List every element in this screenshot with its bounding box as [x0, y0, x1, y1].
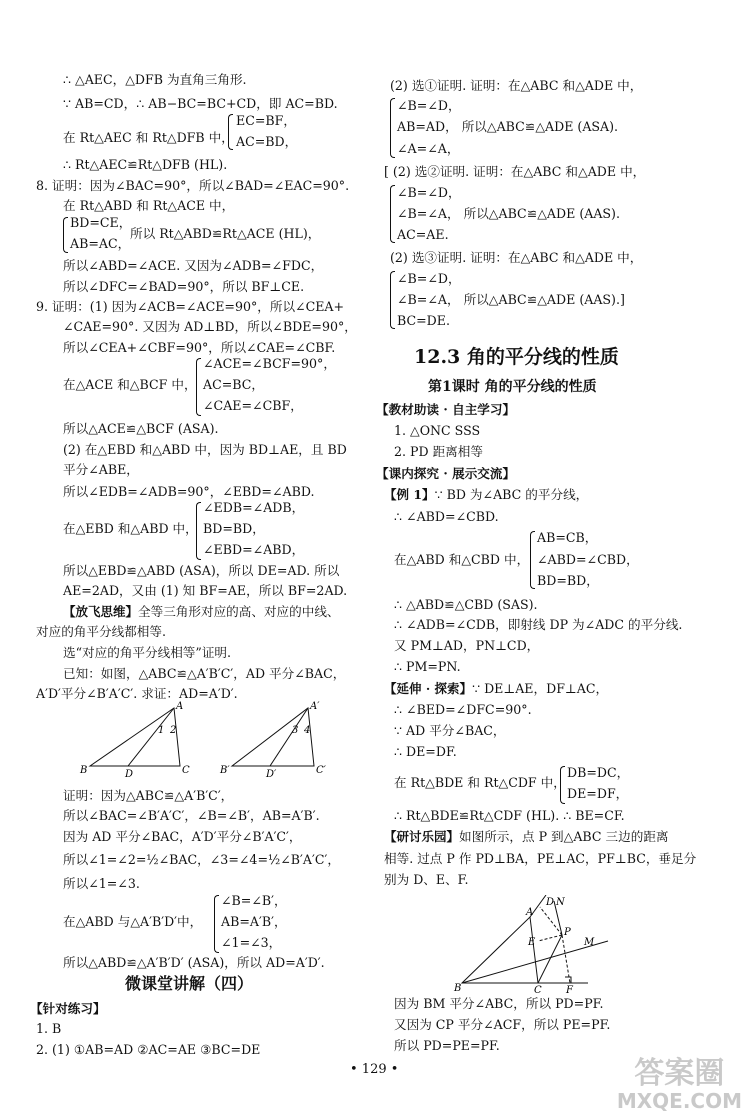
svg-text:M: M [584, 937, 595, 948]
text-line: 相等. 过点 P 作 PD⊥BA，PE⊥AC，PF⊥BC，垂足分 [384, 851, 697, 866]
text-line: A′D′平分∠B′A′C′. 求证：AD=A′D′. [36, 686, 238, 701]
text-line: 在△ABD 与△A′B′D′中， [63, 914, 203, 929]
text-line: 所以∠BAC=∠B′A′C′，∠B=∠B′，AB=A′B′. [63, 808, 320, 823]
text-line: 证明：因为△ABC≌△A′B′C′， [63, 788, 234, 803]
text-line: ∠ACE=∠BCF=90°， [203, 356, 336, 371]
text-line: 1. △ONC SSS [394, 423, 481, 438]
section-tag: 【研讨乐园】 [384, 829, 460, 844]
text-line: BD=CE， [70, 215, 132, 230]
text-line: 所以△ABD≌△A′B′D′ (ASA)，所以 AD=A′D′. [63, 955, 325, 970]
text-line: ∵ AB=CD，∴ AB−BC=BC+CD，即 AC=BD. [63, 96, 338, 111]
svg-text:C: C [182, 765, 190, 776]
text-line: 因为 BM 平分∠ABC，所以 PD=PF. [394, 996, 604, 1011]
text-line: 所以∠EDB=∠ADB=90°，∠EBD=∠ABD. [63, 484, 315, 499]
triangle-figures [70, 700, 370, 780]
svg-text:B: B [454, 983, 462, 994]
text-line: AC=BD， [236, 134, 298, 149]
text-line: ∠A=∠A， [397, 141, 460, 156]
text-line: ∠B=∠A， 所以△ABC≌△ADE (AAS). [397, 206, 620, 221]
section-heading: 微课堂讲解（四） [125, 974, 254, 993]
text-line: ∴ △ABD≌△CBD (SAS). [394, 597, 538, 612]
text-line: 别为 D、E、F. [384, 872, 469, 887]
text-line: AB=A′B′， [221, 914, 287, 929]
brace [63, 217, 68, 253]
text-line: ∠B=∠A， 所以△ABC≌△ADE (AAS).] [397, 292, 625, 307]
section-tag: 【针对练习】 [30, 1001, 106, 1016]
text-line: 2. (1) ①AB=AD ②AC=AE ③BC=DE [36, 1042, 261, 1057]
bisector-figure [450, 895, 650, 995]
text-line: 在△EBD 和△ABD 中， [63, 521, 198, 536]
text-line: 所以 PD=PE=PF. [394, 1038, 500, 1053]
text-line: 又 PM⊥AD，PN⊥CD， [394, 638, 540, 653]
text-line: 已知：如图，△ABC≌△A′B′C′，AD 平分∠BAC， [63, 666, 346, 681]
text-line: DE=DF， [567, 786, 629, 801]
text-line: ∴ ∠ABD=∠CBD. [394, 509, 499, 524]
text-line: ∠1=∠3， [221, 935, 282, 950]
svg-text:E: E [528, 937, 536, 948]
brace [214, 895, 219, 953]
text-line: ∠CAE=∠CBF， [203, 398, 303, 413]
text-line: 所以∠1=∠3. [63, 876, 140, 891]
text-line: 如图所示，点 P 到△ABC 三边的距离 [459, 829, 669, 844]
text-line: AC=AE. [397, 227, 449, 242]
section-tag: 【教材助读 · 自主学习】 [376, 402, 516, 417]
svg-text:B: B [80, 765, 88, 776]
text-line: 在 Rt△BDE 和 Rt△CDF 中， [394, 775, 566, 790]
text-line: 平分∠ABE， [63, 462, 139, 477]
text-line: ∠B=∠D， [397, 185, 461, 200]
section-title: 12.3 角的平分线的性质 [414, 346, 619, 368]
brace [390, 271, 395, 329]
svg-text:B′: B′ [220, 765, 230, 776]
text-line: ∵ DE⊥AE，DF⊥AC， [472, 681, 609, 696]
svg-text:D′: D′ [266, 769, 277, 780]
text-line: 对应的角平分线都相等. [36, 624, 166, 639]
svg-text:A: A [176, 701, 184, 712]
text-line: 所以△EBD≌△ABD (ASA)，所以 DE=AD. 所以 [63, 563, 340, 578]
text-line: 所以∠1=∠2=½∠BAC，∠3=∠4=½∠B′A′C′， [63, 852, 340, 867]
text-line: 1. B [36, 1021, 62, 1036]
text-line: ∠B=∠D， [397, 98, 461, 113]
text-line: EC=BF， [236, 113, 296, 128]
brace [390, 98, 395, 158]
brace [390, 185, 395, 243]
text-line: ∵ AD 平分∠BAC， [394, 723, 506, 738]
text-line: 所以∠CEA+∠CBF=90°，所以∠CAE=∠CBF. [63, 340, 336, 355]
text-line: 在 Rt△ABD 和 Rt△ACE 中， [63, 198, 235, 213]
watermark-url: MXQE.COM [616, 1089, 742, 1113]
text-line: 9. 证明：(1) 因为∠ACB=∠ACE=90°，所以∠CEA+ [36, 299, 345, 314]
svg-text:C′: C′ [316, 765, 326, 776]
text-line: 所以∠DFC=∠BAD=90°，所以 BF⊥CE. [63, 279, 305, 294]
text-line: AB=AD， 所以△ABC≌△ADE (ASA). [397, 119, 619, 134]
svg-text:4: 4 [304, 725, 311, 736]
text-line: ∴ PM=PN. [394, 659, 461, 674]
text-line: 在△ACE 和△BCF 中， [63, 377, 197, 392]
text-line: [ (2) 选②证明. 证明：在△ABC 和△ADE 中， [384, 164, 646, 179]
text-line: ∠EBD=∠ABD， [203, 542, 305, 557]
svg-text:A′: A′ [310, 701, 320, 712]
text-line: ∴ △AEC，△DFB 为直角三角形. [63, 72, 247, 87]
svg-text:C: C [534, 985, 542, 995]
text-line: AE=2AD，又由 (1) 知 BF=AE，所以 BF=2AD. [63, 583, 348, 598]
text-line: ∵ BD 为∠ABC 的平分线， [434, 487, 589, 502]
brace [228, 114, 233, 150]
text-line: 所以 Rt△ABD≌Rt△ACE (HL)， [130, 226, 321, 241]
svg-text:N: N [556, 897, 565, 908]
text-line: ∠ABD=∠CBD， [537, 552, 639, 567]
svg-text:2: 2 [170, 725, 177, 736]
section-tag: 【课内探究 · 展示交流】 [376, 466, 516, 481]
svg-text:F: F [566, 985, 573, 995]
text-line: ∴ Rt△AEC≌Rt△DFB (HL). [63, 157, 228, 172]
text-line: BD=BD， [203, 521, 265, 536]
svg-text:1: 1 [158, 725, 165, 736]
text-line: BC=DE. [397, 313, 450, 328]
text-line: (2) 选③证明. 证明：在△ABC 和△ADE 中， [390, 250, 643, 265]
text-line: ∠CAE=90°. 又因为 AD⊥BD，所以∠BDE=90°， [63, 319, 357, 334]
watermark-logo [617, 1058, 742, 1112]
text-line: AB=CB， [537, 530, 598, 545]
brace [530, 531, 535, 589]
svg-text:A: A [526, 907, 534, 918]
text-line: 选“对应的角平分线相等”证明. [63, 645, 232, 660]
svg-text:3: 3 [292, 725, 299, 736]
svg-text:D: D [125, 769, 134, 780]
text-line: 在△ABD 和△CBD 中， [394, 552, 530, 567]
page-number: • 129 • [350, 1062, 399, 1077]
watermark-text: 答案圈 [634, 1056, 725, 1091]
text-line: 所以∠ABD=∠ACE. 又因为∠ADB=∠FDC， [63, 258, 324, 273]
text-line: ∠EDB=∠ADB， [203, 500, 305, 515]
text-line: ∴ DE=DF. [394, 744, 457, 759]
text-line: AC=BC， [203, 377, 265, 392]
text-line: 又因为 CP 平分∠ACF，所以 PE=PF. [394, 1017, 611, 1032]
section-tag: 【放飞思维】 [63, 604, 139, 619]
text-line: 所以△ACE≌△BCF (ASA). [63, 421, 219, 436]
section-tag: 【延伸 · 探索】 [384, 681, 473, 696]
text-line: ∴ Rt△BDE≌Rt△CDF (HL). ∴ BE=CF. [394, 808, 625, 823]
lesson-title: 第1课时 角的平分线的性质 [428, 379, 597, 395]
text-line: ∴ ∠BED=∠DFC=90°. [394, 702, 532, 717]
text-line: 全等三角形对应的高、对应的中线、 [138, 604, 340, 619]
text-line: ∠B=∠D， [397, 271, 461, 286]
text-line: (2) 在△EBD 和△ABD 中，因为 BD⊥AE，且 BD [63, 442, 347, 457]
text-line: 8. 证明：因为∠BAC=90°，所以∠BAD=∠EAC=90°. [36, 178, 350, 193]
svg-text:P: P [564, 927, 571, 938]
text-line: BD=BD， [537, 573, 599, 588]
svg-text:D: D [546, 897, 555, 908]
text-line: 在 Rt△AEC 和 Rt△DFB 中， [63, 130, 234, 145]
text-line: (2) 选①证明. 证明：在△ABC 和△ADE 中， [390, 78, 643, 93]
text-line: DB=DC， [567, 765, 630, 780]
text-line: ∴ ∠ADB=∠CDB，即射线 DP 为∠ADC 的平分线. [394, 617, 683, 632]
section-tag: 【例 1】 [384, 487, 435, 502]
text-line: ∠B=∠B′， [221, 893, 287, 908]
text-line: 因为 AD 平分∠BAC，A′D′平分∠B′A′C′， [63, 829, 302, 844]
text-line: 2. PD 距离相等 [394, 444, 483, 459]
text-line: AB=AC， [70, 236, 131, 251]
